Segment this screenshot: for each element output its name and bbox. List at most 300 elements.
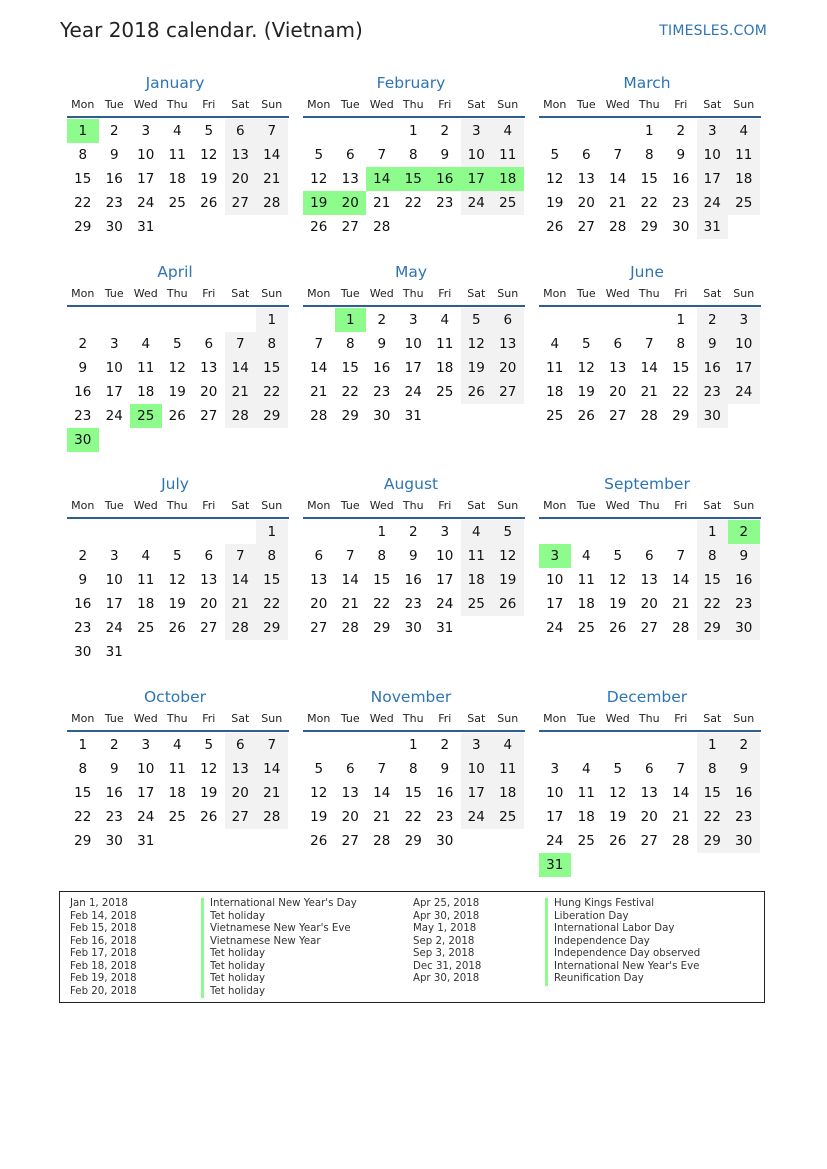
holiday-day-cell: 3 — [539, 544, 571, 568]
weekday-header — [539, 495, 761, 519]
day-grid — [539, 307, 761, 428]
day-cell: 31 — [105, 644, 123, 660]
day-cell: 12 — [461, 332, 493, 356]
day-cell: 16 — [74, 596, 92, 612]
month-april — [67, 261, 289, 452]
weekday-label: Tue — [340, 712, 360, 725]
day-cell: 30 — [373, 408, 391, 424]
day-cell: 28 — [256, 191, 288, 215]
day-cell: 14 — [672, 785, 690, 801]
month-name: October — [143, 688, 207, 706]
day-cell: 9 — [377, 336, 387, 352]
day-cell: 3 — [461, 119, 493, 143]
day-cell: 22 — [404, 195, 422, 211]
day-cell: 22 — [672, 384, 690, 400]
day-cell: 14 — [640, 360, 658, 376]
day-cell: 7 — [225, 332, 257, 356]
day-cell: 11 — [461, 544, 493, 568]
empty-day-cell — [162, 308, 194, 332]
weekday-label: Thu — [166, 287, 188, 300]
weekday-label: Thu — [166, 499, 188, 512]
day-cell: 18 — [137, 384, 155, 400]
day-cell: 26 — [461, 380, 493, 404]
day-cell: 24 — [546, 620, 564, 636]
day-cell: 15 — [404, 785, 422, 801]
day-cell: 10 — [137, 147, 155, 163]
month-name: July — [161, 475, 189, 493]
empty-day-cell — [602, 119, 634, 143]
weekday-label: Mon — [307, 499, 331, 512]
day-cell: 17 — [105, 384, 123, 400]
day-cell: 26 — [577, 408, 595, 424]
day-cell: 10 — [546, 785, 564, 801]
weekday-label: Tue — [576, 499, 596, 512]
day-cell: 17 — [728, 356, 760, 380]
day-cell: 11 — [728, 143, 760, 167]
weekday-label: Fri — [674, 287, 688, 300]
day-cell: 13 — [492, 332, 524, 356]
site-brand-link[interactable]: TIMESLES.COM — [659, 23, 767, 39]
month-february — [303, 72, 525, 239]
day-cell: 12 — [310, 785, 328, 801]
day-cell: 28 — [310, 408, 328, 424]
day-cell: 5 — [172, 336, 182, 352]
day-cell: 23 — [436, 195, 454, 211]
day-cell: 18 — [137, 596, 155, 612]
day-cell: 3 — [697, 119, 729, 143]
day-cell: 27 — [200, 408, 218, 424]
empty-day-cell — [634, 733, 666, 757]
day-cell: 20 — [609, 384, 627, 400]
day-cell: 27 — [341, 219, 359, 235]
day-cell: 25 — [492, 191, 524, 215]
weekday-label: Wed — [605, 98, 630, 111]
day-cell: 26 — [168, 620, 186, 636]
day-cell: 18 — [546, 384, 564, 400]
day-cell: 24 — [546, 833, 564, 849]
legend-holiday-name: Tet holiday — [201, 948, 357, 961]
day-cell: 14 — [672, 572, 690, 588]
weekday-label: Sun — [261, 499, 283, 512]
day-cell: 28 — [373, 833, 391, 849]
weekday-label: Thu — [166, 98, 188, 111]
weekday-label: Fri — [674, 712, 688, 725]
day-cell: 10 — [436, 548, 454, 564]
weekday-label: Thu — [402, 499, 424, 512]
day-cell: 27 — [577, 219, 595, 235]
weekday-label: Tue — [104, 287, 124, 300]
day-cell: 5 — [461, 308, 493, 332]
weekday-label: Fri — [674, 98, 688, 111]
weekday-label: Thu — [166, 712, 188, 725]
day-cell: 21 — [310, 384, 328, 400]
day-cell: 16 — [728, 568, 760, 592]
day-cell: 21 — [373, 195, 391, 211]
day-cell: 12 — [310, 171, 328, 187]
month-name: March — [623, 74, 671, 92]
day-cell: 8 — [345, 336, 355, 352]
day-cell: 8 — [78, 761, 88, 777]
day-cell: 24 — [105, 620, 123, 636]
day-cell: 2 — [78, 548, 88, 564]
weekday-label: Wed — [369, 98, 394, 111]
legend-holiday-name: Reunification Day — [545, 973, 700, 986]
day-cell: 10 — [546, 572, 564, 588]
day-cell: 10 — [728, 332, 760, 356]
month-name: December — [606, 688, 688, 706]
day-cell: 9 — [78, 360, 88, 376]
day-cell: 22 — [256, 592, 288, 616]
day-cell: 21 — [341, 596, 359, 612]
day-cell: 11 — [546, 360, 564, 376]
weekday-label: Mon — [307, 712, 331, 725]
weekday-label: Sun — [261, 98, 283, 111]
day-cell: 9 — [78, 572, 88, 588]
day-cell: 6 — [644, 761, 654, 777]
weekday-label: Fri — [202, 499, 216, 512]
weekday-label: Mon — [543, 287, 567, 300]
legend-date: Feb 17, 2018 — [70, 948, 137, 959]
day-cell: 25 — [168, 809, 186, 825]
empty-day-cell — [571, 520, 603, 544]
empty-day-cell — [162, 520, 194, 544]
day-cell: 12 — [492, 544, 524, 568]
legend-holiday-name: Tet holiday — [201, 986, 357, 999]
legend-holiday-name: Independence Day — [545, 936, 700, 949]
day-cell: 17 — [546, 596, 564, 612]
day-cell: 29 — [404, 833, 422, 849]
day-cell: 11 — [436, 336, 454, 352]
empty-day-cell — [571, 733, 603, 757]
day-cell: 26 — [310, 833, 328, 849]
legend-holiday-name: Tet holiday — [201, 961, 357, 974]
legend-date: Feb 20, 2018 — [70, 985, 137, 997]
weekday-header — [67, 495, 289, 519]
empty-day-cell — [303, 733, 335, 757]
day-cell: 29 — [74, 833, 92, 849]
day-cell: 4 — [581, 548, 591, 564]
day-cell: 12 — [609, 785, 627, 801]
day-cell: 30 — [728, 616, 760, 640]
day-cell: 29 — [341, 408, 359, 424]
day-cell: 29 — [74, 219, 92, 235]
weekday-label: Wed — [369, 712, 394, 725]
day-cell: 15 — [697, 568, 729, 592]
day-grid — [67, 519, 289, 664]
day-cell: 26 — [310, 219, 328, 235]
day-cell: 2 — [697, 308, 729, 332]
day-cell: 19 — [577, 384, 595, 400]
day-cell: 26 — [609, 833, 627, 849]
day-cell: 16 — [74, 384, 92, 400]
day-cell: 1 — [676, 312, 686, 328]
day-cell: 7 — [613, 147, 623, 163]
day-cell: 12 — [609, 572, 627, 588]
legend-holiday-name: Vietnamese New Year — [201, 936, 357, 949]
day-cell: 16 — [404, 572, 422, 588]
day-cell: 1 — [697, 733, 729, 757]
day-cell: 18 — [168, 785, 186, 801]
day-cell: 6 — [613, 336, 623, 352]
empty-day-cell — [225, 308, 257, 332]
day-cell: 24 — [461, 191, 493, 215]
day-cell: 31 — [137, 219, 155, 235]
day-cell: 17 — [436, 572, 454, 588]
day-cell: 23 — [404, 596, 422, 612]
day-cell: 25 — [728, 191, 760, 215]
month-name: September — [604, 475, 690, 493]
day-cell: 13 — [577, 171, 595, 187]
legend-date: May 1, 2018 — [413, 923, 477, 934]
day-cell: 19 — [310, 809, 328, 825]
empty-day-cell — [571, 308, 603, 332]
weekday-label: Sat — [467, 712, 486, 725]
month-name: January — [145, 74, 205, 92]
day-cell: 15 — [341, 360, 359, 376]
empty-day-cell — [130, 520, 162, 544]
day-cell: 23 — [74, 408, 92, 424]
day-cell: 10 — [137, 761, 155, 777]
day-cell: 8 — [408, 147, 418, 163]
legend-date: Feb 16, 2018 — [70, 935, 137, 947]
day-cell: 21 — [256, 781, 288, 805]
day-cell: 14 — [256, 143, 288, 167]
day-cell: 14 — [225, 356, 257, 380]
day-cell: 11 — [492, 143, 524, 167]
day-grid — [539, 732, 761, 877]
weekday-label: Tue — [104, 499, 124, 512]
day-cell: 20 — [492, 356, 524, 380]
day-cell: 23 — [728, 805, 760, 829]
day-cell: 28 — [672, 620, 690, 636]
day-cell: 19 — [492, 568, 524, 592]
legend-holiday-name: International New Year's Eve — [545, 961, 700, 974]
day-cell: 22 — [640, 195, 658, 211]
day-cell: 23 — [436, 809, 454, 825]
weekday-label: Wed — [605, 499, 630, 512]
day-cell: 24 — [436, 596, 454, 612]
day-cell: 9 — [440, 761, 450, 777]
day-cell: 11 — [168, 147, 186, 163]
day-cell: 5 — [172, 548, 182, 564]
legend-date: Feb 15, 2018 — [70, 923, 137, 934]
day-cell: 5 — [204, 123, 214, 139]
day-cell: 5 — [314, 147, 324, 163]
day-cell: 19 — [461, 356, 493, 380]
day-cell: 12 — [546, 171, 564, 187]
day-cell: 14 — [609, 171, 627, 187]
day-cell: 5 — [581, 336, 591, 352]
weekday-header — [539, 708, 761, 732]
weekday-label: Sun — [733, 287, 755, 300]
day-cell: 7 — [225, 544, 257, 568]
day-cell: 30 — [105, 219, 123, 235]
day-cell: 23 — [697, 380, 729, 404]
weekday-header — [303, 94, 525, 118]
day-cell: 15 — [373, 572, 391, 588]
day-cell: 29 — [697, 829, 729, 853]
weekday-header — [67, 94, 289, 118]
day-cell: 9 — [728, 757, 760, 781]
day-cell: 5 — [613, 761, 623, 777]
day-cell: 6 — [314, 548, 324, 564]
day-cell: 14 — [373, 785, 391, 801]
empty-day-cell — [366, 733, 398, 757]
day-cell: 13 — [341, 785, 359, 801]
weekday-label: Mon — [307, 287, 331, 300]
weekday-label: Sat — [467, 287, 486, 300]
day-cell: 1 — [377, 524, 387, 540]
day-cell: 28 — [225, 404, 257, 428]
day-cell: 21 — [225, 380, 257, 404]
day-cell: 16 — [697, 356, 729, 380]
day-cell: 24 — [137, 809, 155, 825]
weekday-label: Mon — [543, 499, 567, 512]
legend-date: Jan 1, 2018 — [70, 898, 128, 909]
day-cell: 10 — [461, 143, 493, 167]
day-cell: 5 — [314, 761, 324, 777]
legend-holiday-name: Tet holiday — [201, 911, 357, 924]
day-cell: 22 — [697, 592, 729, 616]
empty-day-cell — [665, 520, 697, 544]
day-cell: 7 — [256, 119, 288, 143]
day-cell: 19 — [200, 171, 218, 187]
day-cell: 4 — [440, 312, 450, 328]
day-cell: 27 — [310, 620, 328, 636]
day-cell: 14 — [256, 757, 288, 781]
day-cell: 6 — [204, 336, 214, 352]
day-cell: 18 — [436, 360, 454, 376]
empty-day-cell — [99, 520, 131, 544]
day-cell: 1 — [697, 520, 729, 544]
day-cell: 10 — [404, 336, 422, 352]
day-cell: 7 — [644, 336, 654, 352]
empty-day-cell — [539, 308, 571, 332]
day-cell: 10 — [461, 757, 493, 781]
day-cell: 8 — [676, 336, 686, 352]
day-cell: 1 — [408, 737, 418, 753]
day-cell: 27 — [609, 408, 627, 424]
legend-date: Apr 25, 2018 — [413, 898, 480, 909]
holiday-day-cell: 16 — [429, 167, 461, 191]
weekday-label: Sun — [497, 98, 519, 111]
weekday-label: Sun — [497, 499, 519, 512]
day-cell: 22 — [341, 384, 359, 400]
day-cell: 13 — [609, 360, 627, 376]
day-cell: 19 — [168, 596, 186, 612]
month-name: April — [157, 263, 193, 281]
day-cell: 5 — [550, 147, 560, 163]
day-cell: 12 — [168, 360, 186, 376]
day-cell: 25 — [577, 833, 595, 849]
day-cell: 8 — [377, 548, 387, 564]
weekday-label: Tue — [576, 712, 596, 725]
day-cell: 6 — [345, 761, 355, 777]
holiday-day-cell: 18 — [492, 167, 524, 191]
day-cell: 6 — [225, 119, 257, 143]
day-cell: 13 — [640, 572, 658, 588]
day-cell: 24 — [404, 384, 422, 400]
day-cell: 17 — [697, 167, 729, 191]
day-cell: 24 — [461, 805, 493, 829]
day-cell: 6 — [204, 548, 214, 564]
day-cell: 9 — [440, 147, 450, 163]
weekday-header — [539, 94, 761, 118]
empty-day-cell — [303, 308, 335, 332]
weekday-label: Fri — [438, 98, 452, 111]
day-cell: 29 — [256, 404, 288, 428]
day-cell: 23 — [105, 809, 123, 825]
day-cell: 28 — [256, 805, 288, 829]
day-cell: 25 — [436, 384, 454, 400]
day-cell: 24 — [697, 191, 729, 215]
holiday-day-cell: 20 — [335, 191, 367, 215]
weekday-label: Mon — [71, 499, 95, 512]
weekday-label: Sat — [703, 98, 722, 111]
day-cell: 16 — [373, 360, 391, 376]
day-cell: 10 — [105, 572, 123, 588]
weekday-label: Tue — [340, 287, 360, 300]
weekday-label: Tue — [104, 712, 124, 725]
weekday-label: Sat — [231, 499, 250, 512]
holiday-day-cell: 30 — [67, 428, 99, 452]
day-cell: 12 — [577, 360, 595, 376]
weekday-header — [539, 283, 761, 307]
day-grid — [67, 307, 289, 452]
day-grid — [67, 732, 289, 853]
day-cell: 13 — [310, 572, 328, 588]
day-grid — [303, 118, 525, 239]
holiday-legend — [59, 891, 765, 1003]
day-cell: 3 — [728, 308, 760, 332]
weekday-label: Sat — [467, 98, 486, 111]
day-cell: 7 — [676, 548, 686, 564]
day-cell: 12 — [200, 147, 218, 163]
weekday-label: Sat — [231, 712, 250, 725]
empty-day-cell — [335, 733, 367, 757]
holiday-day-cell: 25 — [130, 404, 162, 428]
day-cell: 11 — [137, 360, 155, 376]
weekday-label: Mon — [543, 712, 567, 725]
day-cell: 28 — [672, 833, 690, 849]
day-cell: 4 — [141, 548, 151, 564]
day-cell: 1 — [78, 737, 88, 753]
holiday-day-cell: 31 — [539, 853, 571, 877]
weekday-label: Wed — [369, 287, 394, 300]
day-cell: 16 — [728, 781, 760, 805]
empty-day-cell — [634, 520, 666, 544]
day-cell: 16 — [105, 171, 123, 187]
page-title: Year 2018 calendar. (Vietnam) — [60, 18, 363, 42]
day-cell: 18 — [492, 781, 524, 805]
day-grid — [539, 519, 761, 640]
weekday-label: Sat — [467, 499, 486, 512]
day-cell: 3 — [550, 761, 560, 777]
weekday-label: Tue — [340, 499, 360, 512]
day-cell: 29 — [697, 616, 729, 640]
weekday-label: Tue — [576, 287, 596, 300]
day-cell: 11 — [577, 572, 595, 588]
day-cell: 28 — [373, 219, 391, 235]
day-cell: 4 — [492, 119, 524, 143]
weekday-label: Fri — [202, 98, 216, 111]
weekday-label: Mon — [307, 98, 331, 111]
day-cell: 21 — [225, 592, 257, 616]
day-cell: 4 — [461, 520, 493, 544]
day-cell: 2 — [408, 524, 418, 540]
day-cell: 8 — [697, 757, 729, 781]
weekday-label: Fri — [202, 712, 216, 725]
